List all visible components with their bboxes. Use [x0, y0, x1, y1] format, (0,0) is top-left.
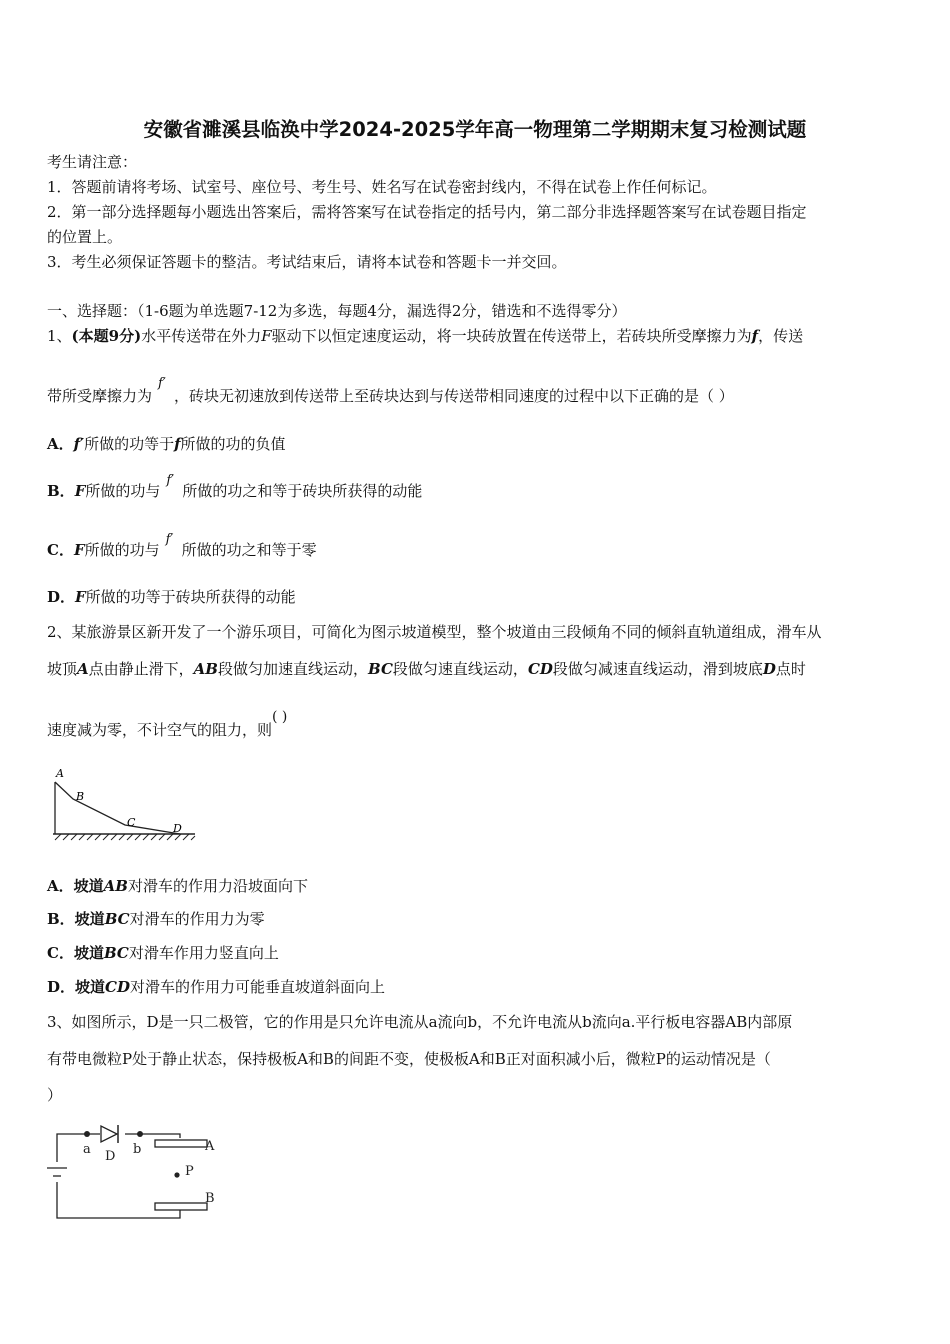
q1-fprime-formula: f′: [165, 532, 174, 547]
q2-label-D: D: [173, 822, 182, 835]
q2-answer-paren: ( ): [272, 709, 288, 725]
q1-text: ，传送: [758, 327, 804, 345]
q1-fprime-formula: f′: [158, 376, 166, 391]
page-title: 安徽省濉溪县临涣中学2024-2025学年高一物理第二学期期末复习检测试题: [143, 118, 807, 141]
notice-item-2-cont: 的位置上。: [47, 228, 123, 246]
q1-line-1: [47, 326, 803, 346]
q1-fprime-formula: f′: [166, 473, 175, 488]
q3-label-P: P: [185, 1164, 194, 1179]
q1-text: 驱动下以恒定速度运动，将一块砖放置在传送带上，若砖块所受摩擦力为: [271, 327, 752, 345]
q2-line-3: 速度减为零，不计空气的阻力，则( ): [47, 709, 288, 739]
q2-label-C: C: [127, 816, 136, 829]
q3-circuit-figure: [45, 1120, 225, 1225]
q2-line-1: 2、某旅游景区新开发了一个游乐项目，可简化为图示坡道模型，整个坡道由三段倾角不同的倾斜直轨道组成，滑车从: [47, 623, 822, 641]
q3-label-D: D: [105, 1149, 116, 1164]
q1-var-F: F: [261, 327, 272, 345]
q2-line-2: 坡顶A点由静止滑下，AB段做匀加速直线运动，BC段做匀速直线运动，CD段做匀减速直线运动，滑到坡底D点时: [47, 660, 806, 678]
q2-label-B: B: [76, 790, 85, 803]
q1-option-b: B．F所做的功与 f′ 所做的功之和等于砖块所获得的动能: [47, 473, 423, 500]
node-a: [84, 1131, 90, 1137]
q1-option-a: A．f′所做的功等于f所做的功的负值: [47, 435, 286, 453]
q3-label-A: A: [205, 1139, 215, 1154]
q1-line-2: [47, 376, 734, 406]
q1-score: (本题9分): [71, 327, 142, 345]
q3-label-B: B: [205, 1191, 215, 1206]
particle-P: [174, 1172, 179, 1177]
q3-label-b: b: [133, 1142, 142, 1157]
section-heading: 一、选择题：（1-6题为单选题7-12为多选，每题4分，漏选得2分，错选和不选得零分）: [47, 302, 627, 320]
q1-var-f: f: [751, 327, 759, 345]
notice-item-3: 3．考生必须保证答题卡的整洁。考试结束后，请将本试卷和答题卡一并交回。: [47, 253, 567, 271]
q2-option-b: B．坡道BC对滑车的作用力为零: [47, 910, 265, 928]
notice-item-2: 2．第一部分选择题每小题选出答案后，需将答案写在试卷指定的括号内，第二部分非选择题答案写在试卷题目指定: [47, 203, 807, 221]
notice-item-1: 1．答题前请将考场、试室号、座位号、考生号、姓名写在试卷密封线内，不得在试卷上作任何标记。: [47, 178, 717, 196]
q1-number: 1、: [47, 327, 72, 345]
q3-line-2: 有带电微粒P处于静止状态，保持极板A和B的间距不变，使极板A和B正对面积减小后，微粒P的运动情况是（: [47, 1050, 771, 1068]
q1-text: 水平传送带在外力: [141, 327, 262, 345]
q2-option-c: C．坡道BC对滑车作用力竖直向上: [47, 944, 279, 962]
q2-label-A: A: [56, 767, 64, 780]
q3-label-a: a: [83, 1142, 91, 1157]
diode-symbol: [101, 1126, 117, 1142]
q1-option-d: D．F所做的功等于砖块所获得的动能: [47, 588, 296, 606]
q1-option-c: C．F所做的功与 f′ 所做的功之和等于零: [47, 532, 317, 559]
q1-text: 带所受摩擦力为: [47, 387, 153, 405]
q3-line-1: 3、如图所示，D是一只二极管，它的作用是只允许电流从a流向b，不允许电流从b流向a.平行板电容器AB内部原: [47, 1013, 793, 1031]
node-b: [137, 1131, 143, 1137]
q2-option-d: D．坡道CD对滑车的作用力可能垂直坡道斜面向上: [47, 978, 385, 996]
q2-option-a: A．坡道AB对滑车的作用力沿坡面向下: [47, 877, 308, 895]
q3-line-3: ）: [47, 1086, 63, 1104]
q1-text: ，砖块无初速放到传送带上至砖块达到与传送带相同速度的过程中以下正确的是（ ）: [174, 387, 734, 405]
q2-slope-figure: [45, 762, 200, 844]
notice-heading: 考生请注意：: [47, 153, 138, 171]
